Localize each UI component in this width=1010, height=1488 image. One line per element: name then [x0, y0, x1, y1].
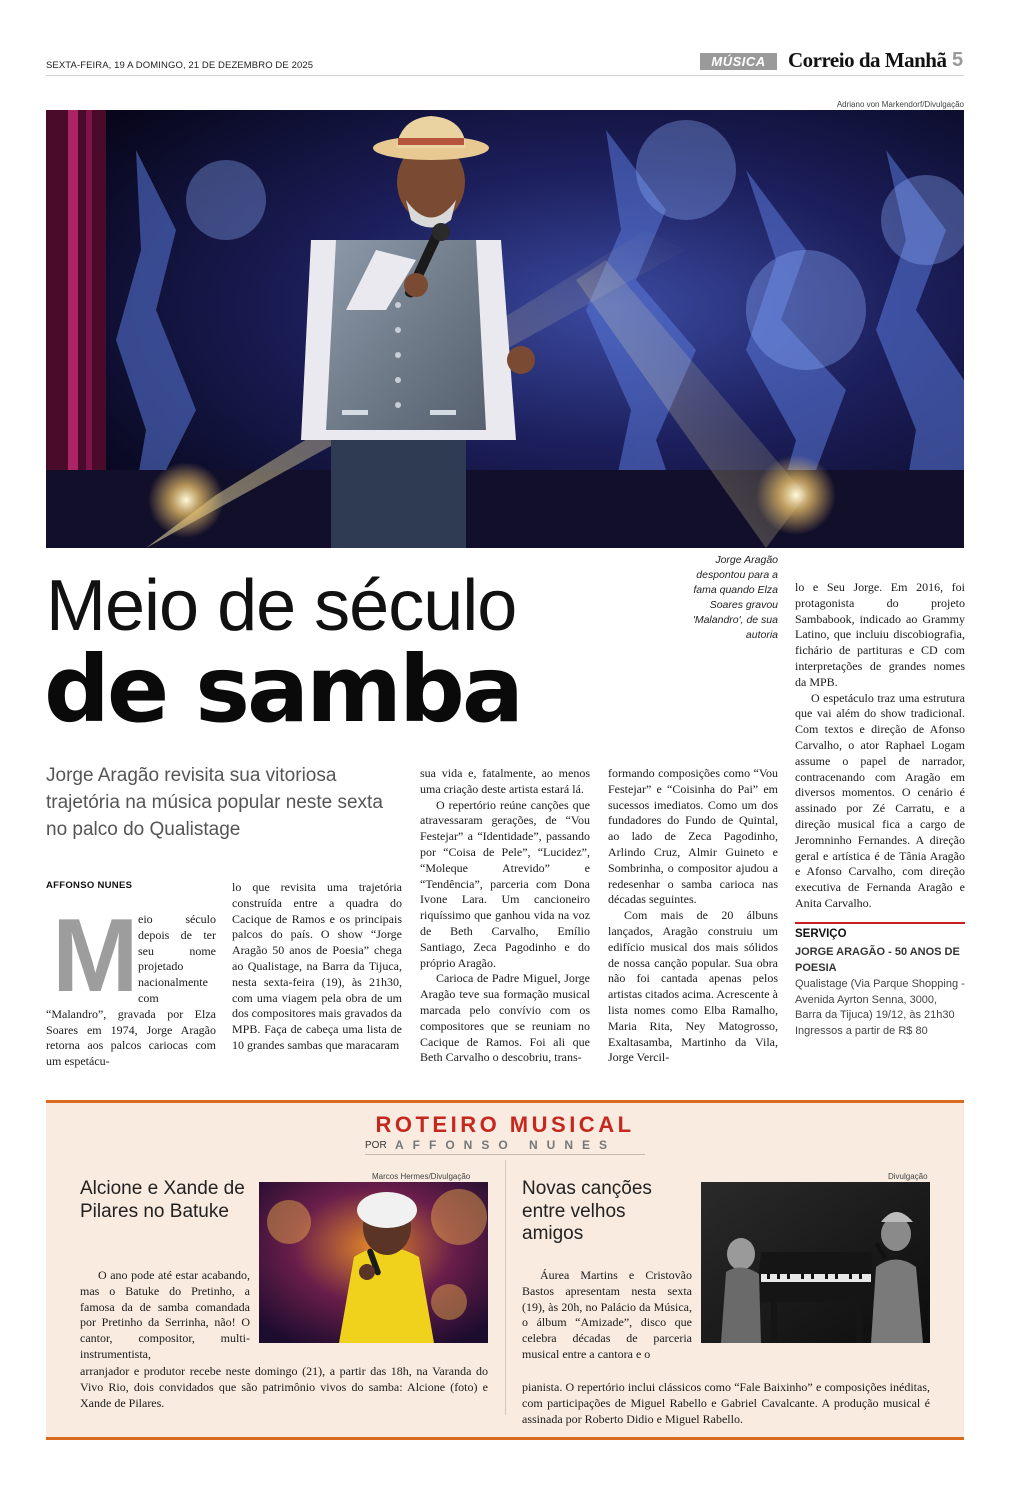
- hero-photo: [46, 110, 964, 548]
- hero-photo-credit: Adriano von Markendorf/Divulgação: [836, 100, 964, 109]
- roteiro-title: ROTEIRO MUSICAL: [375, 1112, 635, 1137]
- column-5-paragraph-1: lo e Seu Jorge. Em 2016, foi protagonista do projeto Sambabook, indicado ao Grammy Latino, que incluiu discobiografia, fichário de partituras e CD com interpretações de grandes nomes da MPB.: [795, 580, 965, 689]
- story-2-text-bottom: [522, 1380, 930, 1427]
- story-1-photo: [259, 1182, 488, 1343]
- service-title: SERVIÇO: [795, 928, 847, 940]
- story-1-photo-credit: Marcos Hermes/Divulgação: [372, 1172, 471, 1181]
- roteiro-divider: [505, 1160, 506, 1415]
- article-byline: AFFONSO NUNES: [46, 880, 133, 891]
- service-rule: [795, 922, 965, 924]
- article-column-2: [232, 880, 402, 1054]
- headline-line2: de samba: [44, 636, 521, 743]
- story-2-paragraph-bottom: pianista. O repertório inclui clássicos como “Fale Baixinho” e composições inéditas, com participações de Miguel Rabello e Gabriel Cavalcante. A produção musical é assinada por Roberto Didio e Miguel Rabello.: [522, 1380, 930, 1426]
- roteiro-underline: [365, 1154, 645, 1155]
- drop-cap-spacer: [46, 898, 139, 1014]
- newspaper-masthead: Correio da Manhã: [788, 48, 947, 72]
- story-1-paragraph-bottom: arranjador e produtor recebe neste domingo (21), a partir das 18h, na Varanda do Vivo Rio, dois convidados que são patrimônio vivos do samba: Alcione (foto) e Xande de Pilares.: [80, 1364, 488, 1410]
- column-4-paragraph-1: formando composições como “Vou Festejar” e “Coisinha do Pai” em sucessos imediatos. Como um dos fundadores do Fundo de Quintal, ao lado de Zeca Pagodinho, Arlindo Cruz, Almir Guineto e Sombrinha, o compositor ajudou a redesenhar o samba carioca nas décadas seguintes.: [608, 766, 778, 907]
- column-3-paragraph-3: Carioca de Padre Miguel, Jorge Aragão teve sua formação musical marcada pelo convívio com os compositores que se reuniam no Cacique de Ramos. Foi ali que Beth Carvalho o descobriu, trans-: [420, 971, 590, 1065]
- article-subtitle: Jorge Aragão revisita sua vitoriosa trajetória na música popular neste sexta no palco do Qualistage: [46, 765, 383, 840]
- article-column-1: [46, 898, 216, 1070]
- story-2-text-top: [522, 1268, 692, 1363]
- roteiro-author: AFFONSO NUNES: [395, 1138, 617, 1152]
- headline-line1: Meio de século: [46, 566, 517, 646]
- story-1-text-top: [80, 1268, 250, 1363]
- story-1-title: Alcione e Xande de Pilares no Batuke: [80, 1178, 245, 1222]
- service-info: Qualistage (Via Parque Shopping - Avenida Ayrton Senna, 3000, Barra da Tijuca) 19/12, às 21h30 Ingressos a partir de R$ 80: [795, 978, 965, 1037]
- header-rule: [46, 75, 964, 76]
- story-2-photo: [701, 1182, 930, 1343]
- article-column-5: [795, 580, 965, 912]
- column-3-paragraph-2: O repertório reúne canções que atravessaram gerações, de “Vou Festejar” a “Identidade”, passando por “Coisa de Pele”, “Lucidez”, “Moleque Atrevido” e “Tendência”, parceria com Dona Ivone Lara. Um cancioneiro riquíssimo que ganhou vida na voz de Beth Carvalho, Emílio Santiago, Zeca Pagodinho e do próprio Aragão.: [420, 797, 590, 970]
- column-5-paragraph-2: O espetáculo traz uma estrutura que vai além do show tradicional. Com textos e direção de Afonso Carvalho, o ator Raphael Logam assume o papel de narrador, contracenando com Aragão em diversos momentos. O cenário é assinado por Zé Carratu, e a direção musical fica a cargo de Jeromninho Fernandes. A direção geral e artística é de Tânia Aragão e Afonso Carvalho, com direção executiva de Fernanda Aragão e Anita Carvalho.: [795, 690, 965, 910]
- story-2-photo-credit: Divulgação: [888, 1172, 928, 1181]
- page-number: 5: [952, 49, 964, 71]
- drop-cap: M: [52, 898, 139, 1014]
- section-tag: MÚSICA: [700, 53, 777, 70]
- column-1-paragraph: eio século depois de ter seu nome projetado nacionalmente com “Malandro”, gravada por Elza Soares em 1974, Jorge Aragão retorna aos palcos cariocas com um espetácu-: [46, 912, 216, 1069]
- hero-photo-caption: Jorge Aragão despontou para a fama quando Elza Soares gravou 'Malandro', de sua autoria: [692, 554, 778, 641]
- roteiro-by: POR: [365, 1140, 387, 1151]
- edition-date: SEXTA-FEIRA, 19 A DOMINGO, 21 DE DEZEMBRO DE 2025: [46, 60, 314, 71]
- article-column-4: [608, 766, 778, 1066]
- story-1-paragraph-top: O ano pode até estar acabando, mas o Batuke do Pretinho, a famosa da de samba comandada por Pretinho da Serrinha, não! O cantor, compositor, multi-instrumentista,: [80, 1268, 250, 1361]
- service-event-name: JORGE ARAGÃO - 50 ANOS DE POESIA: [795, 946, 960, 974]
- column-3-paragraph-1: sua vida e, fatalmente, ao menos uma criação deste artista estará lá.: [420, 766, 590, 796]
- story-2-title: Novas canções entre velhos amigos: [522, 1178, 652, 1244]
- article-column-3: [420, 766, 590, 1066]
- column-2-paragraph: lo que revisita uma trajetória construída entre a quadra do Cacique de Ramos e os principais palcos do país. O show “Jorge Aragão 50 anos de Poesia” chega ao Qualistage, na Barra da Tijuca, nesta sexta-feira (19), às 21h30, com uma viagem pela obra de um dos compositores mais gravados da MPB. Faça de cabeça uma lista de 10 grandes sambas que maracaram: [232, 880, 402, 1052]
- column-4-paragraph-2: Com mais de 20 álbuns lançados, Aragão construiu um edifício musical dos mais sólidos de nossa canção popular. Sua obra não foi cantada apenas pelos artistas citados acima. Acrescente à lista nomes como Elba Ramalho, Maria Rita, Ney Matogrosso, Exaltasamba, Martinho da Vila, Jorge Vercil-: [608, 908, 778, 1065]
- story-2-paragraph-top: Áurea Martins e Cristovão Bastos apresentam nesta sexta (19), às 20h, no Palácio da Música, o álbum “Amizade”, disco que celebra décadas de parceria musical entre a cantora e o: [522, 1268, 692, 1361]
- story-1-text-bottom: [80, 1364, 488, 1411]
